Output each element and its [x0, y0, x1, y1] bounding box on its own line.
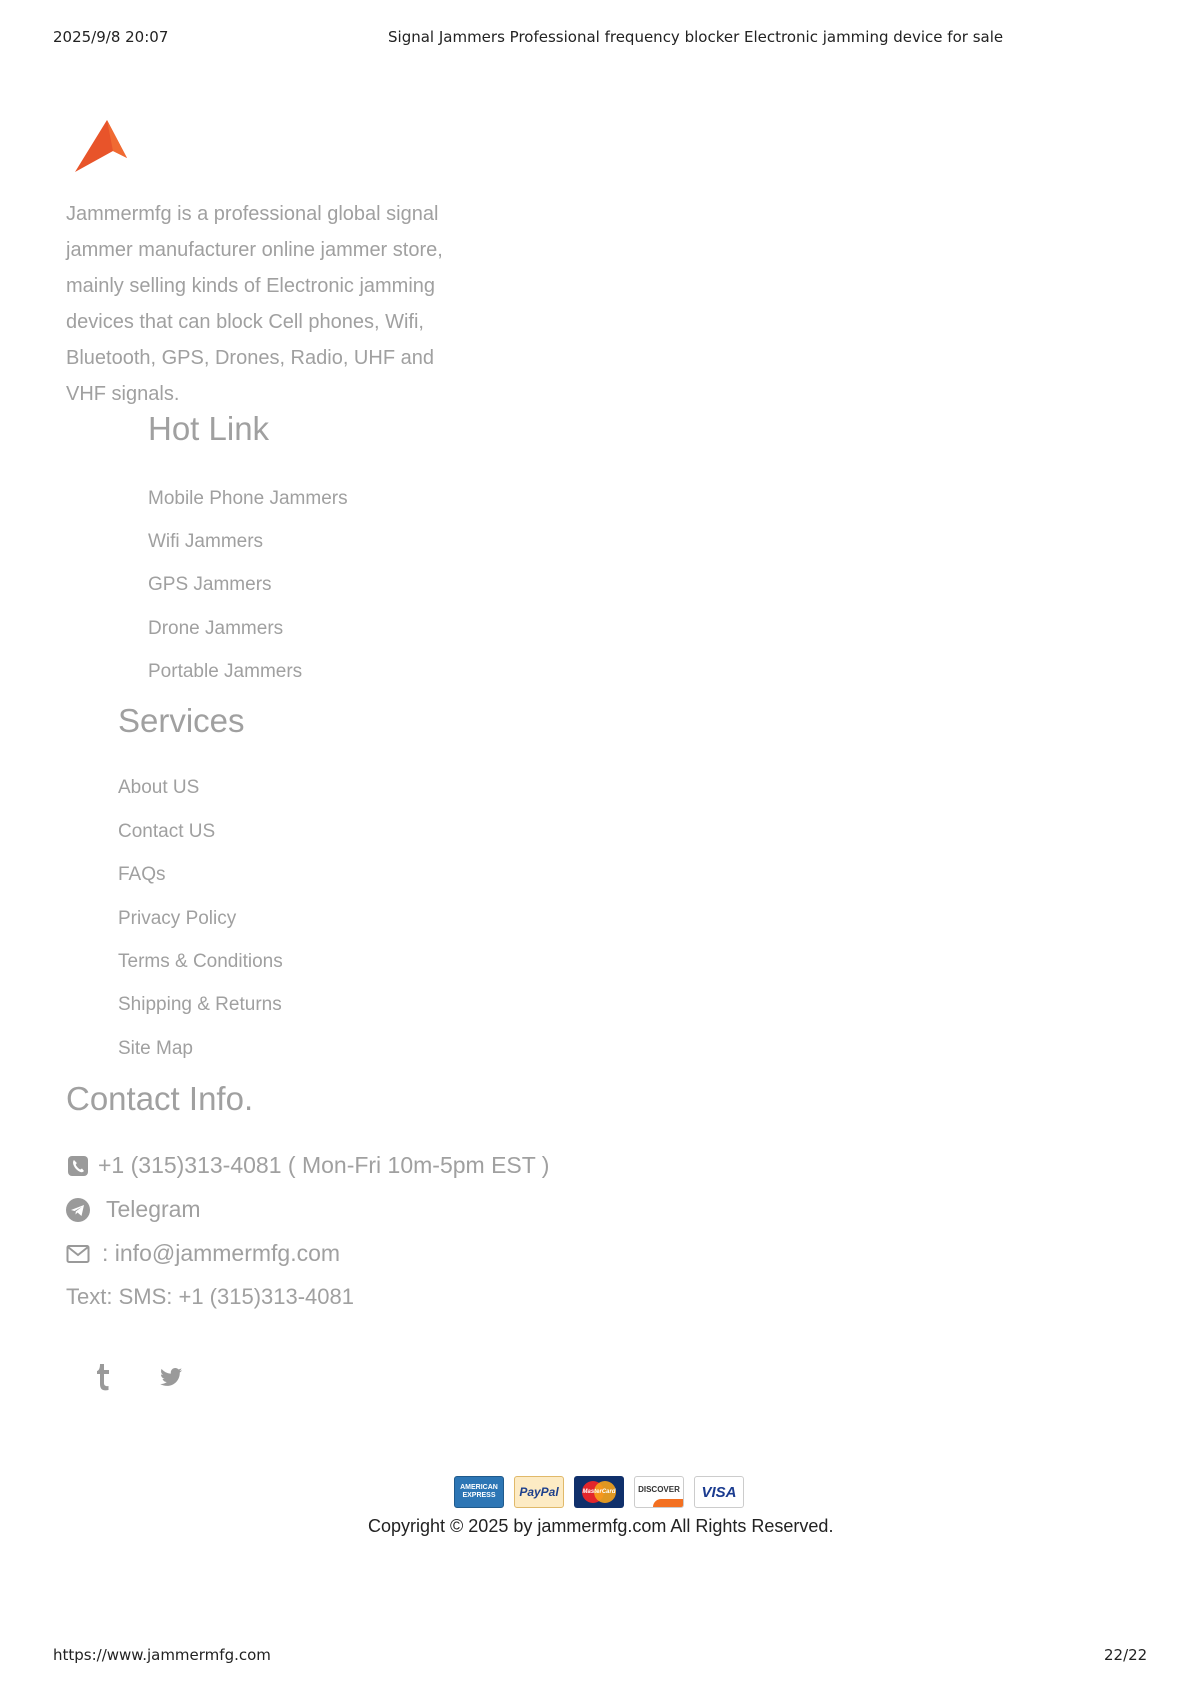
american-express-card: AMERICAN EXPRESS: [454, 1476, 504, 1508]
site-logo[interactable]: [72, 118, 128, 179]
services-terms-conditions[interactable]: Terms & Conditions: [118, 951, 283, 972]
tumblr-icon[interactable]: [94, 1364, 114, 1397]
print-page-number: 22/22: [1104, 1646, 1148, 1664]
contact-phone-text: +1 (315)313-4081 ( Mon-Fri 10m-5pm EST ): [98, 1152, 550, 1178]
services-faqs[interactable]: FAQs: [118, 864, 166, 885]
contact-telegram-text: Telegram: [106, 1196, 201, 1222]
contact-sms: Text: SMS: +1 (315)313-4081: [66, 1284, 354, 1309]
services-title: Services: [118, 702, 245, 739]
hot-link-wifi-jammers[interactable]: Wifi Jammers: [148, 531, 264, 552]
hot-link-mobile-phone-jammers[interactable]: Mobile Phone Jammers: [148, 488, 348, 509]
services-site-map[interactable]: Site Map: [118, 1038, 193, 1059]
contact-telegram[interactable]: [66, 1196, 201, 1223]
contact-phone[interactable]: [66, 1152, 549, 1179]
services-contact-us[interactable]: Contact US: [118, 821, 216, 842]
services-about-us[interactable]: About US: [118, 777, 200, 798]
hot-link-portable-jammers[interactable]: Portable Jammers: [148, 661, 303, 682]
print-url: https://www.jammermfg.com: [53, 1646, 271, 1664]
mastercard-card: MasterCard: [574, 1476, 624, 1508]
about-text: Jammermfg is a professional global signal jammer manufacturer online jammer store, mainly selling kinds of Electronic jamming devices that can block Cell phones, Wifi, Bluetooth, GPS, Drones, Radio, UHF and VHF signals.: [66, 203, 443, 405]
discover-card: DISCOVER: [634, 1476, 684, 1508]
contact-email-text: : info@jammermfg.com: [102, 1240, 341, 1266]
hot-link-gps-jammers[interactable]: GPS Jammers: [148, 574, 272, 595]
payment-methods: [454, 1476, 744, 1508]
print-page-title: Signal Jammers Professional frequency blocker Electronic jamming device for sale: [388, 28, 1004, 46]
hot-link-drone-jammers[interactable]: Drone Jammers: [148, 618, 284, 639]
services-shipping-returns[interactable]: Shipping & Returns: [118, 994, 282, 1015]
telegram-icon: [66, 1198, 90, 1222]
contact-title: Contact Info.: [66, 1080, 254, 1117]
print-datetime: 2025/9/8 20:07: [53, 28, 169, 46]
envelope-icon: [66, 1242, 90, 1266]
paypal-card: PayPal: [514, 1476, 564, 1508]
services-privacy-policy[interactable]: Privacy Policy: [118, 908, 237, 929]
copyright-text: Copyright © 2025 by jammermfg.com All Rights Reserved.: [368, 1516, 834, 1536]
contact-email[interactable]: [66, 1240, 340, 1267]
visa-card: VISA: [694, 1476, 744, 1508]
twitter-icon[interactable]: [160, 1368, 184, 1393]
phone-icon: [66, 1154, 90, 1178]
hot-link-title: Hot Link: [148, 410, 270, 447]
